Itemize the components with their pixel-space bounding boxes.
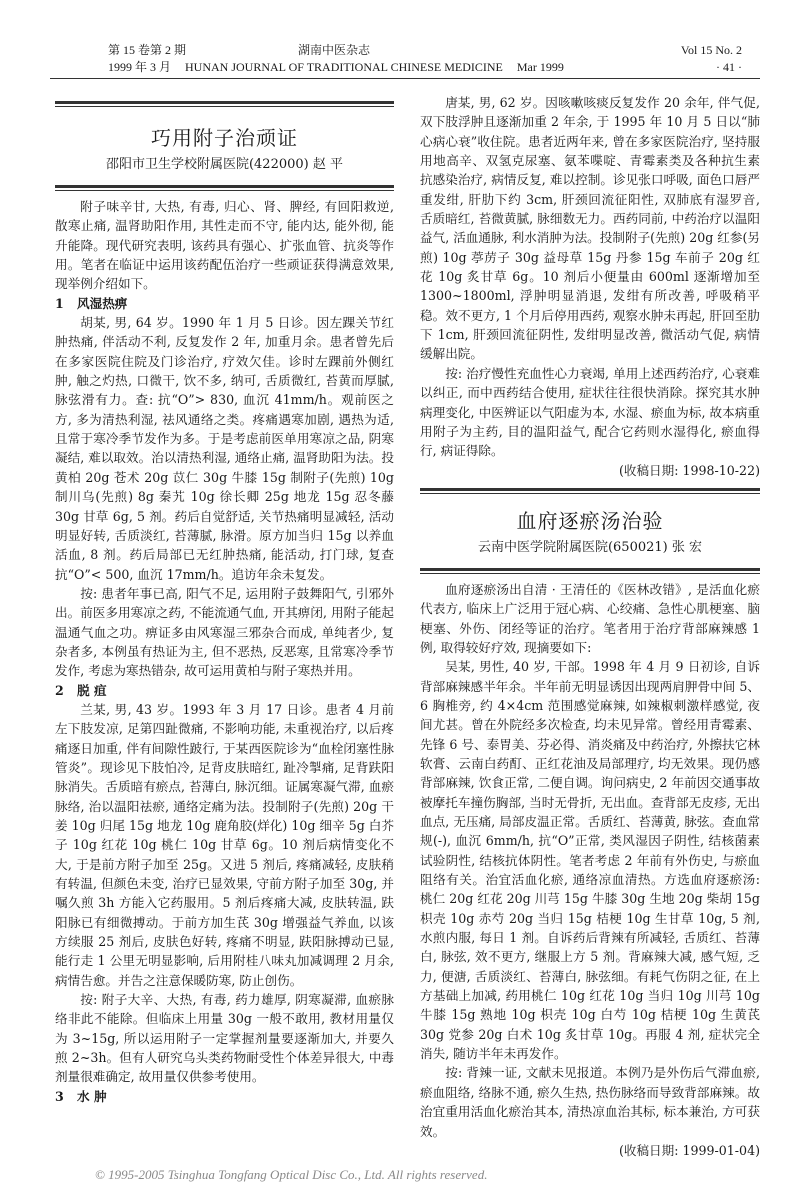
right-column — [420, 93, 760, 1160]
header-rule — [50, 78, 760, 79]
section-heading-1: 1 风湿热痹 — [55, 295, 128, 311]
article1-affiliation: 邵阳市卫生学校附属医院(422000) 赵 平 — [105, 157, 344, 172]
date-cn: 1999 年 3 月 — [108, 60, 172, 74]
journal-cn: 湖南中医杂志 — [298, 43, 371, 57]
section-heading-3: 3 水 肿 — [55, 1088, 107, 1104]
article1-intro: 附子味辛甘, 大热, 有毒, 归心、肾、脾经, 有回阳救逆, 散寒止痛, 温肾助阳作用, 其性走而不守, 能内达, 能外彻, 能升能降。现代研究表明, 该药具有强心、扩张血管、抗炎等作用。笔者在临证中运用该药配伍治疗一些顽证获得满意效果, 现举例介绍如下。 — [55, 199, 394, 292]
title-rule — [55, 101, 394, 107]
case-1: 胡某, 男, 64 岁。1990 年 1 月 5 日诊。因左踝关节红肿热痛, 伴活动不利, 反复发作 2 年, 加重月余。患者曾先后在多家医院住院及门诊治疗, 疗效欠佳。诊时左踝前外侧红肿, 触之灼热, 口微干, 饮不多, 纳可, 舌质微红, 苔黄而厚腻, 脉弦滑有力。查: 抗“O”> 830, 血沉 41mm/h。观前医之方, 多为清热利湿, 祛风通络之类。疼痛遇寒加剧, 遇热为适, 且常于寒冷季节发作为多。于是考虑前医单用寒凉之品, 阴寒凝结, 难以取效。治以清热利湿, 通络止痛, 温肾助阳为法。投黄柏 20g 苍术 20g 苡仁 30g 牛膝 15g 制附子(先煎) 10g 制川乌(先煎) 8g 秦艽 10g 徐长卿 25g 地龙 15g 忍冬藤 30g 甘草 6g, 5 剂。药后自觉舒适, 关节热痛明显减轻, 活动明显好转, 舌质淡红, 苔薄腻, 脉滑。原方加当归 15g 以养血活血, 8 剂。药后局部已无红肿热痛, 能活动, 打门球, 复查抗“O”< 500, 血沉 17mm/h。追访年余未复发。 — [55, 315, 394, 582]
article2-note: 按: 背辣一证, 文献未见报道。本例乃是外伤后气滞血瘀, 瘀血阻络, 络脉不通, 瘀久生热, 热伤脉络而导致背部麻辣。故治宜重用活血化瘀治其本, 清热凉血治其标, 标本兼治, 方可获效。 — [420, 1065, 760, 1139]
issue-en: Vol 15 No. 2 — [680, 43, 742, 57]
running-header-top — [50, 42, 760, 59]
note-3: 按: 治疗慢性充血性心力衰竭, 单用上述西药治疗, 心衰难以纠正, 而中西药结合使用, 症状往往很快消除。探究其水肿病理变化, 中医辨证以气阳虚为本, 水湿、瘀血为标, 故本病重用附子为主药, 目的温阳益气, 配合它药则水湿得化, 瘀血得行, 病证得除。 — [420, 365, 760, 459]
case-3: 唐某, 男, 62 岁。因咳嗽咳痰反复发作 20 余年, 伴气促, 双下肢浮肿且逐渐加重 2 年余, 于 1995 年 10 月 5 日以“肺心病心衰”收住院。患者近两年来, 曾在多家医院治疗, 坚持服用地高辛、双氢克尿塞、氨苯喋啶、青霉素类及各种抗生素抗感染治疗, 病情反复, 难以控制。诊见张口呼吸, 面色口唇严重发绀, 肝肋下约 3cm, 肝颈回流征阳性, 双肺底有湿罗音, 舌质暗红, 苔微黄腻, 脉细数无力。西药同前, 中药治疗以温阳益气, 活血通脉, 利水消肿为法。投制附子(先煎) 20g 红参(另煎) 10g 葶苈子 30g 益母草 15g 丹参 15g 车前子 20g 红花 10g 炙甘草 6g。10 剂后小便量由 600ml 逐渐增加至 1300~1800ml, 浮肿明显消退, 发绀有所改善, 呼吸稍平稳。效不更方, 1 个月后停用西药, 观察水肿未再起, 肝回至肋下 1cm, 肝颈回流征阴性, 发绀明显改善, 微活动气促, 病情缓解出院。 — [420, 95, 760, 362]
title-rule — [420, 568, 760, 574]
title-rule — [420, 488, 760, 494]
running-header-bottom — [50, 59, 760, 76]
article1-left-column — [55, 101, 394, 1106]
article2-intro: 血府逐瘀汤出自清 · 王清任的《医林改错》, 是活血化瘀代表方, 临床上广泛用于冠心病、心绞痛、急性心肌梗塞、脑梗塞、外伤、闭经等证的治疗。笔者用于治疗背部麻辣感 1 例, 取得较好疗效, 现摘要如下: — [420, 581, 760, 655]
note-1: 按: 患者年事已高, 阳气不足, 运用附子鼓舞阳气, 引邪外出。前医多用寒凉之药, 不能流通气血, 开其痹闭, 用附子能起温通气血之功。痹证多由风寒湿三邪杂合而成, 单纯者少, 复杂者多, 本例虽有热证为主, 但不恶热, 反恶寒, 且常寒冷季节发作, 考虑为寒热错杂, 故可运用黄柏与附子寒热并用。 — [55, 585, 394, 679]
received-date: (收稿日期: 1999-01-04) — [618, 1142, 760, 1158]
case-2: 兰某, 男, 43 岁。1993 年 3 月 17 日诊。患者 4 月前左下肢发凉, 足第四趾微痛, 不影响功能, 未重视治疗, 以后疼痛逐日加重, 伴有间隙性跛行, 于某西医院诊为“血栓闭塞性脉管炎”。现诊见下肢怕冷, 足背皮肤暗红, 趾冷掣痛, 足背趺阳脉消失。舌质暗有瘀点, 苔薄白, 脉沉细。证属寒凝气滞, 血瘀脉络, 治以温阳祛瘀, 通络定痛为法。投制附子(先煎) 20g 干姜 10g 归尾 15g 地龙 10g 鹿角胶(烊化) 10g 细辛 5g 白芥子 10g 红花 10g 桃仁 10g 甘草 6g。10 剂后病情变化不大, 于是前方附子加至 25g。又进 5 剂后, 疼痛减轻, 皮肤稍有转温, 但颜色未变, 治疗已显效果, 守前方附子加至 30g, 并嘱久煎 3h 方能入它药服用。5 剂后疼痛大减, 皮肤转温, 趺阳脉已有细微搏动。于前方加生芪 30g 增强益气养血, 以该方续服 25 剂后, 皮肤色好转, 疼痛不明显, 趺阳脉搏动已显, 能行走 1 公里无明显影响, 后用附桂八味丸加减调理 2 月余, 病情告愈。并告之注意保暖防寒, 防止创伤。 — [55, 701, 394, 988]
article1-title: 巧用附子治顽证 — [151, 126, 298, 150]
section-heading-2: 2 脱 疽 — [55, 682, 107, 698]
copyright-footer: © 1995-2005 Tsinghua Tongfang Optical Disc Co., Ltd. All rights reserved. — [95, 1167, 488, 1183]
columns — [50, 93, 760, 1160]
note-2: 按: 附子大辛、大热, 有毒, 药力雄厚, 阴寒凝滞, 血瘀脉络非此不能除。但临床上用量 30g 一般不敢用, 教材用量仅为 3~15g, 所以运用附子一定掌握剂量要逐渐加大, 并要久煎 2~3h。但有人研究乌头类药物耐受性个体差异很大, 中毒剂量很难确定, 故用量仅供参考使用。 — [55, 992, 394, 1085]
article2-case: 吴某, 男性, 40 岁, 干部。1998 年 4 月 9 日初诊, 自诉背部麻辣感半年余。半年前无明显诱因出现两肩胛骨中间 5、6 胸椎旁, 约 4×4cm 范围感觉麻辣, 如辣椒刺激样感觉, 夜间尤甚。曾在外院经多次检查, 均未见异常。曾经用青霉素、先锋 6 号、泰胃美、芬必得、消炎痛及中药治疗, 外擦扶它林软膏、云南白药酊、正红花油及局部理疗, 均无效果。现仍感背部麻辣, 饮食正常, 二便自调。询问病史, 2 年前因交通事故被摩托车撞伤胸部, 当时无骨折, 无出血。查背部无皮疹, 无出血点, 无压痛, 局部皮温正常。舌质红、苔薄黄, 脉弦。查血常规(-), 血沉 6mm/h, 抗“O”正常, 类风湿因子阴性, 结核菌素试验阴性, 结核抗体阴性。笔者考虑 2 年前有外伤史, 与瘀血阻络有关。治宜活血化瘀, 通络凉血清热。方选血府逐瘀汤: 桃仁 20g 红花 20g 川芎 15g 牛膝 30g 生地 20g 柴胡 15g 枳壳 10g 赤芍 20g 当归 15g 桔梗 10g 生甘草 10g, 5 剂, 水煎内服, 每日 1 剂。自诉药后背辣有所减轻, 舌质红、苔薄白, 脉弦, 效不更方, 继服上方 5 剂。背麻辣大减, 感气短, 乏力, 便溏, 舌质淡红、苔薄白, 脉弦细。有耗气伤阴之征, 在上方基础上加减, 药用桃仁 10g 红花 10g 当归 10g 川芎 10g 牛膝 15g 熟地 10g 枳壳 10g 白芍 10g 桔梗 10g 生黄芪 30g 党参 20g 白术 10g 炙甘草 10g。再服 4 剂, 症状完全消失, 随访半年未再发作。 — [420, 659, 760, 1062]
journal-en: HUNAN JOURNAL OF TRADITIONAL CHINESE MEDICINE — [185, 60, 503, 74]
title-rule — [55, 185, 394, 191]
received-date: (收稿日期: 1998-10-22) — [618, 462, 760, 478]
page-number: · 41 · — [716, 60, 742, 74]
issue-cn: 第 15 卷第 2 期 — [108, 43, 187, 57]
article2-affiliation: 云南中医学院附属医院(650021) 张 宏 — [477, 539, 703, 555]
article2 — [420, 488, 760, 1160]
article2-title: 血府逐瘀汤治验 — [516, 508, 664, 533]
date-en: Mar 1999 — [516, 60, 564, 74]
